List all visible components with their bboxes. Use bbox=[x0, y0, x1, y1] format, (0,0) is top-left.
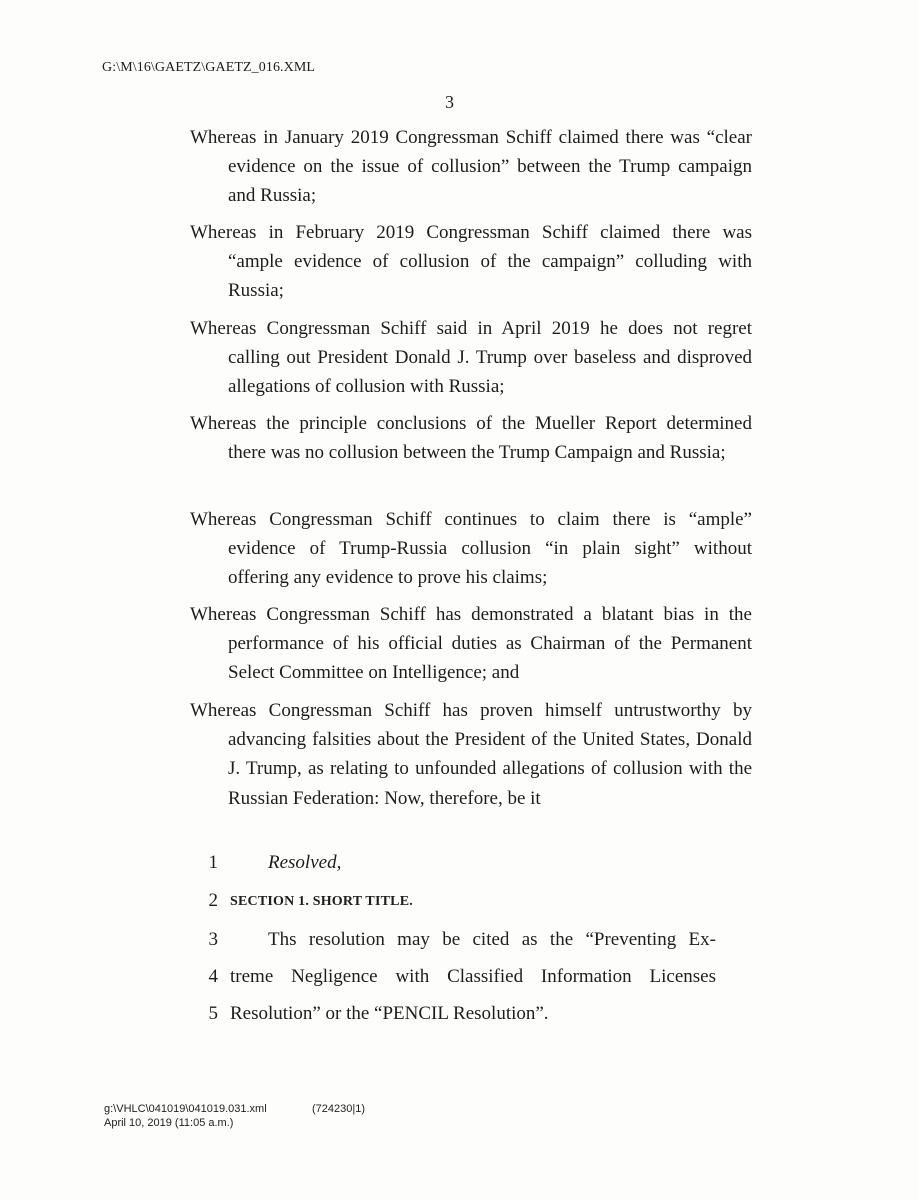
whereas-clause: Whereas in January 2019 Congressman Schiff claimed there was “clear evidence on the issue of collusion” between the Trump campaign and Russia; bbox=[190, 127, 752, 207]
whereas-clause: Whereas Congressman Schiff said in April 2019 he does not regret calling out President Donald J. Trump over baseless and disproved allegations of collusion with Russia; bbox=[190, 318, 752, 398]
line-number: 4 bbox=[208, 966, 218, 987]
page-number: 3 bbox=[445, 92, 454, 112]
resolved-clause: Resolved, bbox=[268, 852, 342, 873]
whereas-clause: Whereas in February 2019 Congressman Schiff claimed there was “ample evidence of collusion of the campaign” colluding with Russia; bbox=[190, 222, 752, 302]
line-number: 5 bbox=[208, 1003, 218, 1024]
file-path-header: G:\M\16\GAETZ\GAETZ_016.XML bbox=[102, 60, 316, 75]
footer-file-name: g:\VHLC\041019\041019.031.xml bbox=[104, 1103, 267, 1115]
footer bbox=[104, 1102, 366, 1130]
footer-code: (724230|1) bbox=[312, 1103, 366, 1115]
body-line: Ths resolution may be cited as the “Preventing Ex- bbox=[268, 929, 716, 950]
line-number: 2 bbox=[208, 890, 218, 911]
line-number: 3 bbox=[208, 929, 218, 950]
footer-date: April 10, 2019 (11:05 a.m.) bbox=[104, 1117, 234, 1129]
body-line: treme Negligence with Classified Information Licenses bbox=[230, 966, 716, 987]
line-number: 1 bbox=[208, 852, 218, 873]
body-line: Resolution” or the “PENCIL Resolution”. bbox=[230, 1003, 549, 1024]
whereas-clause: Whereas Congressman Schiff has proven himself untrustworthy by advancing falsities about the President of the United States, Donald J. Trump, as relating to unfounded allegations of collusion with the Russian Federation: Now, therefore, be it bbox=[190, 700, 752, 809]
whereas-clause: Whereas Congressman Schiff has demonstrated a blatant bias in the performance of his official duties as Chairman of the Permanent Select Committee on Intelligence; and bbox=[190, 604, 752, 684]
whereas-clause: Whereas the principle conclusions of the Mueller Report determined there was no collusion between the Trump Campaign and Russia; bbox=[190, 413, 752, 464]
whereas-clause: Whereas Congressman Schiff continues to claim there is “ample” evidence of Trump-Russia collusion “in plain sight” without offering any evidence to prove his claims; bbox=[190, 509, 752, 589]
section-heading: SECTION 1. SHORT TITLE. bbox=[230, 894, 413, 909]
